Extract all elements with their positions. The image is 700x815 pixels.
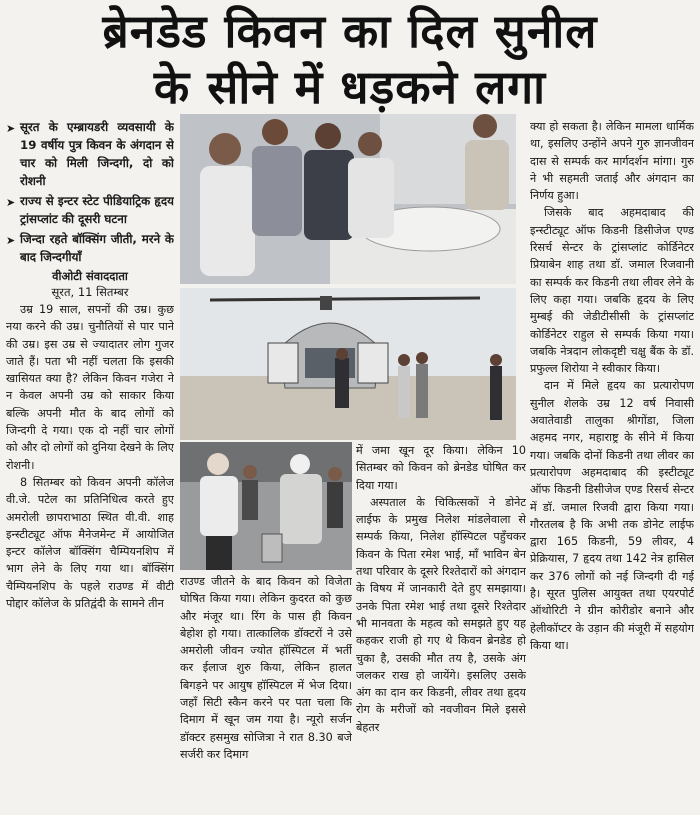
article-paragraph: जिसके बाद अहमदाबाद की इन्स्टीट्यूट ऑफ किडनी डिसीजेज एण्ड रिसर्च सेन्टर के ट्रांसप्लांट कोर्डिनेटर प्रियाबेन शाह तथा डॉ. जमाल रिजवानी का सम्पर्क कर किडनी तथा लीवर लेने के लिए कहा गया। जबकि हृदय के लिए मुम्बई की जेडीटीसीसी के ट्रांसप्लांट कोर्डिनेटर राहुल से सम्पर्क किया गया। जबकि नेत्रदान लोकदृष्टी चक्षु बैंक के डॉ. प्रफुल्ल शिरोया ने स्वीकार किया। [530,206,694,376]
headline-line-1: ब्रेनडेड किवन का दिल सुनील [102,4,598,58]
photo-people-walking [180,442,352,570]
photo-helicopter [180,288,516,440]
triangle-bullet-icon: ➤ [6,122,16,135]
dateline: सूरत, 11 सितम्बर [51,285,129,299]
article-paragraph: दान में मिले हृदय का प्रत्यारोपण सुनील शेलके उम्र 12 वर्ष निवासी अवातेवाडी तालुका श्रीगोंडा, जिला अहमद नगर, महाराष्ट्र के सीने में किया गया। जबकि दोनों किडनी तथा लीवर का प्रत्यारोपण अहमदाबाद की इस्टीट्यूट ऑफ किडनी डिसीजेज एण्ड रिसर्च सेन्टर में डॉ. जमाल रिजवी द्वारा किया गया। गौरतलब है कि अभी तक डोनेट लाईफ द्वारा 165 किडनी, 59 लीवर, 4 प्रेक्रियास, 7 हृदय तथा 142 नेत्र हासिल कर 376 लोगों को नई जिन्दगी दी गई है। सूरत पुलिस आयुक्त तथा एयरपोर्ट ऑथोरिटी ने ग्रीन कोरीडोर बनाने और हेलीकॉप्टर के उड़ान की मंजूरी में सहयोग किया था। [530,379,694,652]
right-column [530,118,694,815]
highlight-item [6,192,174,228]
article-paragraph: उम्र 19 साल, सपनों की उम्र। कुछ नया करने की उम्र। चुनौतियों से पार पाने की उम्र। इस उम्र से ज्यादातर लोग गुजर जाते हैं। पता भी नहीं चलता कि इसकी खासियत क्या है? लेकिन किवन गजेरा ने न केवल अपनी उम्र को साकार किया बल्कि अपनी मौत के बाद लोगों को जिन्दगी दे गया। एक दो नहीं चार लोगों को और दो लोगों को दुनिया देखने के लिए रोशनी। [6,303,174,472]
highlight-item [6,230,174,266]
middle-right-column [356,442,526,815]
left-column [6,118,174,815]
headline-line-2: के सीने में धड़कने लगा [153,60,547,114]
photo-doctors-organ-box [180,114,516,284]
highlight-text: जिन्दा रहते बॉक्सिंग जीती, मरने के बाद जिन्दगीयाँ [20,232,174,264]
byline: वीओटी संवाददाता [52,269,128,283]
highlight-item [6,118,174,190]
triangle-bullet-icon: ➤ [6,196,16,209]
highlight-text: राज्य से इन्टर स्टेट पीडियाट्रिक हृदय ट्रांसप्लांट की दूसरी घटना [20,194,174,226]
triangle-bullet-icon: ➤ [6,234,16,247]
article-paragraph: अस्पताल के चिकित्सकों ने डोनेट लाईफ के प्रमुख निलेश मांडलेवाला से सम्पर्क किया, निलेश हॉस्पिटल पहुँचकर किवन के पिता रमेश भाई, माँ भाविन बेन तथा परिवार के दूसरे रिश्तेदारों को अंगदान के विषय में जानकारी देते हुए समझाया। उनके पिता रमेश भाई तथा दूसरे रिश्तेदार भी मानवता के महत्व को समझते हुए यह कहकर राजी हो गए थे किवन ब्रेनडेड हो चुका है, उसकी मौत तय है, उसके अंग जलकर राख हो जायेंगे। इसलिए उसके अंग का दान कर किडनी, लीवर तथा हृदय रोग के मरीजों को नवजीवन मिले इससे बेहतर [356,495,526,734]
middle-left-column [180,573,352,815]
highlight-text: सूरत के एम्ब्रायडरी व्यवसायी के 19 वर्षीय पुत्र किवन के अंगदान से चार को मिली जिन्दगी, दो को रोशनी [20,120,174,188]
article-paragraph: 8 सितम्बर को किवन अपनी कॉलेज वी.जे. पटेल का प्रतिनिधित्व करते हुए अमरोली छापराभाठा स्थित वी.वी. शाह इन्स्टीट्यूट ऑफ मैनेजमेन्ट में आयोजित इन्टर कॉलेज बॉक्सिंग चैम्पियनशिप में भाग लेने के लिए गया था। बॉक्सिंग चैम्पियनशिप के पहले राउण्ड में वीटी पोद्दार कॉलेज के प्रतिद्वंदी के सामने तीन [6,475,174,611]
article-paragraph: में जमा खून दूर किया। लेकिन 10 सितम्बर को किवन को ब्रेनडेड घोषित कर दिया गया। [356,444,526,492]
article-paragraph: राउण्ड जीतने के बाद किवन को विजेता घोषित किया गया। लेकिन कुदरत को कुछ और मंजूर था। रिंग के पास ही किवन बेहोश हो गया। तात्कालिक डॉक्टरों ने उसे अमरोली जीवन ज्योत हॉस्पिटल में भर्ती कर ईलाज शुरु किया, लेकिन हालत बिगड़ने पर आयुष हॉस्पिटल में भेज दिया। जहाँ सिटी स्कैन करने पर पता चला कि दिमाग में खून जम गया है। न्यूरो सर्जन डॉक्टर हसमुख सोजित्रा ने रात 8.30 बजे सर्जरी कर दिमाग [180,575,352,761]
article-paragraph: क्या हो सकता है। लेकिन मामला धार्मिक था, इसलिए उन्होंने अपने गुरु ज्ञानजीवन दास से सम्पर्क कर मार्गदर्शन मांगा। गुरु ने भी सहमती जताई और अंगदान का निर्णय हुआ। [530,120,694,203]
